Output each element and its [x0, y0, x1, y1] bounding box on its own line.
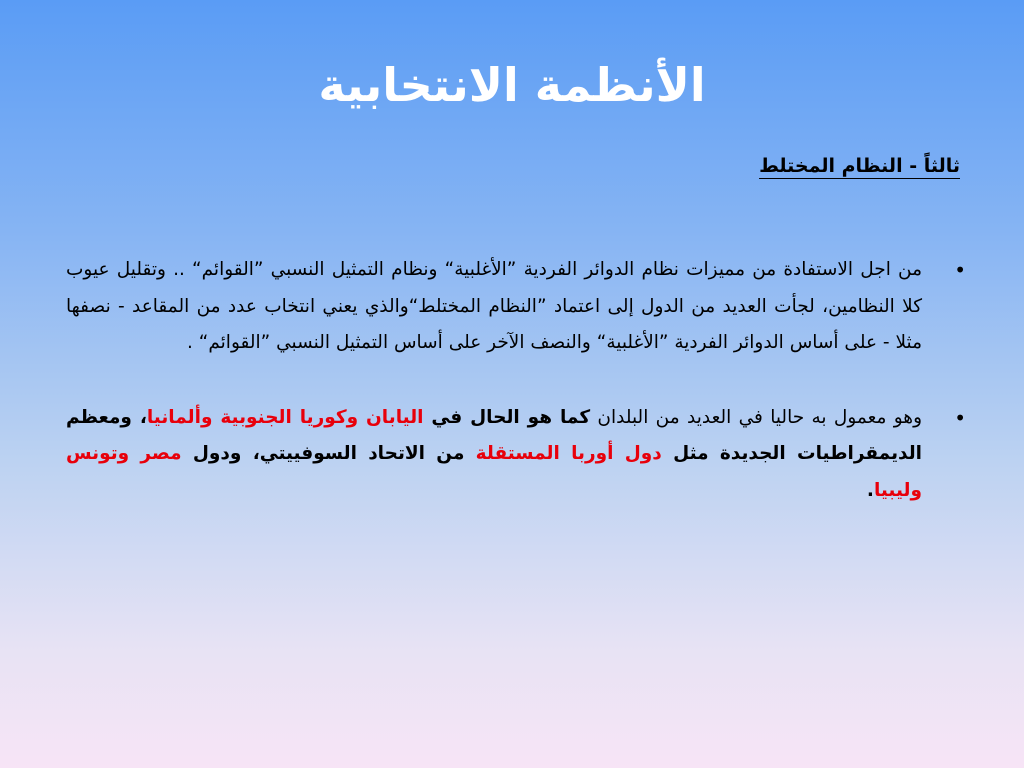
- highlight-independent-europe: دول أوربا المستقلة: [475, 443, 662, 464]
- bullet-marker: •: [954, 405, 966, 430]
- section-heading: ثالثاً - النظام المختلط: [759, 155, 960, 177]
- bullet-text-bold: ، ومعظم الديمقراطيات الجديدة مثل: [66, 406, 922, 464]
- slide-title: الأنظمة الانتخابية: [318, 58, 706, 112]
- highlight-countries-asia-germany: اليابان وكوريا الجنوبية وألمانيا: [146, 406, 424, 428]
- bullet-text: من اجل الاستفادة من مميزات نظام الدوائر الفردية ”الأغلبية“ ونظام التمثيل النسبي ”القوائم“ .. وتقليل عيوب كلا النظامين، لجأت العديد من الدول إلى اعتماد ”النظام المختلط“والذي يعني انتخاب عدد من المقاعد - نصفها مثلا - على أساس الدوائر الفردية ”الأغلبية“ والنصف الآخر على أساس التمثيل النسبي ”القوائم“ .: [66, 259, 922, 353]
- bullet-text-end: .: [866, 479, 874, 501]
- highlight-countries-africa: مصر وتونس وليبيا: [66, 443, 922, 501]
- bullet-text-intro: وهو معمول به حاليا في العديد من البلدان: [590, 406, 922, 428]
- bullet-marker: •: [954, 258, 966, 282]
- bullet-item-mixed-system-definition: [66, 252, 966, 362]
- bullet-text-bold: كما هو الحال في: [423, 406, 591, 428]
- bullet-list: [66, 252, 966, 509]
- bullet-text-bold: من الاتحاد السوفييتي، ودول: [181, 443, 476, 464]
- bullet-item-countries-using-system: [66, 400, 966, 510]
